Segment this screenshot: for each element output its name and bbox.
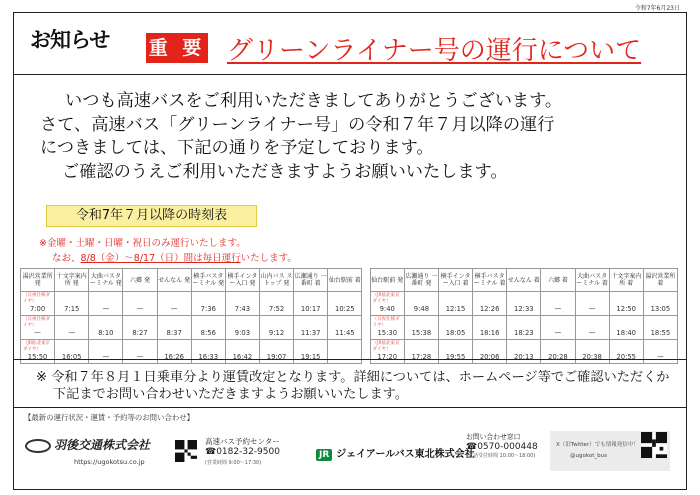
timetable-header-cell: せんなん 発	[157, 269, 191, 292]
diagram-label: （日祝仕様ダイヤ）	[23, 317, 50, 328]
timetable-row	[21, 292, 678, 316]
time-cell	[157, 292, 191, 316]
diagram-label: （日祝仕様ダイヤ）	[23, 293, 50, 304]
time-value: 20:28	[548, 353, 568, 361]
timetable-header-cell: 十文字案内所 着	[609, 269, 643, 292]
timetable-header-cell: 大曲バスタ ーミナル 発	[89, 269, 123, 292]
jr-bus-logo	[316, 445, 475, 461]
timetable-row	[21, 316, 678, 340]
time-cell	[21, 292, 55, 316]
time-cell	[21, 316, 55, 340]
time-cell	[191, 292, 225, 316]
intro-line: いつも高速バスをご利用いただきましてありがとうございます。	[65, 91, 563, 111]
time-cell	[643, 292, 677, 316]
time-value: 10:25	[335, 305, 355, 313]
timetable-header-cell: 横手インタ ー入口 着	[438, 269, 472, 292]
timetable-gap	[362, 292, 370, 316]
intro-line: ご確認のうえご利用いただきますようお願いいたします。	[62, 161, 508, 182]
timetable-header-cell: 六郷 発	[123, 269, 157, 292]
time-cell	[370, 292, 404, 316]
fare-notice	[36, 369, 669, 403]
time-cell	[643, 316, 677, 340]
time-cell	[89, 316, 123, 340]
time-value: 11:45	[335, 329, 355, 337]
jr-logo-icon: JR	[316, 449, 332, 461]
time-value: —	[136, 353, 144, 361]
time-value: 9:40	[379, 305, 395, 313]
company-name: 羽後交通株式会社	[54, 438, 151, 452]
time-value: —	[102, 353, 110, 361]
time-value: 12:15	[445, 305, 466, 313]
time-cell	[404, 316, 438, 340]
time-value: 10:17	[300, 305, 321, 313]
note-prefix: なお、	[52, 253, 81, 264]
fare-line: ※ 令和７年８月１日乗車分より運賃改定となります。詳細については、ホームページ等でご確認いただくか	[36, 370, 670, 385]
time-cell	[123, 292, 157, 316]
diagram-label: （日祝仕様ダイヤ）	[372, 317, 400, 328]
time-value: 7:52	[268, 305, 285, 313]
time-value: 20:06	[479, 353, 500, 361]
time-cell	[191, 316, 225, 340]
timetable-header-cell: 横手バスタ ーミナル 着	[473, 269, 507, 292]
time-value: 15:30	[377, 329, 398, 337]
time-cell	[89, 292, 123, 316]
company-name: ジェイアールバス東北株式会社	[336, 449, 475, 460]
time-value: 9:48	[413, 305, 430, 313]
time-cell	[575, 316, 609, 340]
timetable-header-cell: 仙台駅前 発	[370, 269, 404, 292]
timetable-header-cell: 横手インタ ー入口 発	[225, 269, 259, 292]
time-value: 8:37	[166, 329, 182, 337]
time-value: —	[588, 305, 596, 313]
time-value: —	[34, 329, 41, 337]
time-value: 18:05	[445, 329, 466, 337]
issue-date: 令和7年6月23日	[634, 5, 680, 12]
time-cell	[328, 316, 362, 340]
time-value: 8:27	[132, 329, 148, 337]
timetable-gap	[362, 316, 370, 340]
intro-line: さて、高速バス「グリーンライナー号」の令和７年７月以降の運行	[40, 114, 555, 135]
time-cell	[609, 316, 643, 340]
timetable	[20, 268, 678, 364]
time-value: 11:37	[300, 329, 321, 337]
time-value: 7:43	[234, 305, 251, 313]
ugo-kotsu-logo	[25, 436, 150, 453]
diagram-label: （JR仙北東京ダイヤ）	[23, 341, 50, 352]
time-value: 20:13	[514, 353, 534, 361]
time-value: 13:05	[650, 305, 671, 313]
contact-heading: 【最新の運行状況・運賃・予約等のお問い合わせ】	[24, 413, 194, 422]
time-value: —	[554, 329, 562, 337]
time-cell	[438, 292, 472, 316]
operation-note: ※金曜・土曜・日曜・祝日のみ運行いたします。	[39, 238, 246, 249]
time-cell	[225, 292, 259, 316]
time-value: 18:23	[514, 329, 534, 337]
time-value: 15:38	[411, 329, 432, 337]
operation-notes	[39, 236, 297, 266]
fare-line: 下記までお問い合わせいただきますようお願いいたします。	[53, 387, 409, 402]
intro-text	[40, 90, 562, 184]
time-cell	[123, 316, 157, 340]
time-value: —	[102, 305, 110, 313]
time-cell	[541, 292, 575, 316]
time-value: —	[68, 329, 76, 337]
time-value: 8:10	[98, 329, 114, 337]
time-value: 8:56	[200, 329, 216, 337]
timetable-header-cell: せんなん 着	[507, 269, 541, 292]
note-suffix: いたします。	[240, 253, 297, 264]
time-value: 12:26	[479, 305, 500, 313]
time-value: 20:55	[616, 353, 637, 361]
time-value: 17:28	[411, 353, 432, 361]
time-value: —	[554, 305, 562, 313]
time-cell	[328, 292, 362, 316]
time-cell	[507, 316, 541, 340]
time-value: 16:33	[198, 353, 219, 361]
time-value: 16:26	[164, 353, 184, 361]
qr-code-icon	[641, 432, 667, 458]
divider	[13, 359, 687, 360]
time-value: 18:16	[479, 329, 500, 337]
time-cell	[370, 316, 404, 340]
company-logo-mark-icon	[25, 439, 51, 453]
time-value: 16:05	[61, 353, 82, 361]
time-value: 17:20	[377, 353, 398, 361]
reservation-center	[205, 436, 280, 469]
time-value: —	[588, 329, 596, 337]
phone-number[interactable]: ☎0570-000448	[466, 441, 538, 452]
timetable-header-cell: 六郷 着	[541, 269, 575, 292]
time-cell	[225, 316, 259, 340]
time-cell	[404, 292, 438, 316]
time-value: —	[136, 305, 144, 313]
time-cell	[157, 316, 191, 340]
center-name: お問い合わせ窓口	[466, 433, 521, 441]
timetable-header-cell: 山内バス ストップ 発	[259, 269, 293, 292]
timetable-heading: 令和7年７月以降の時刻表	[46, 205, 257, 227]
time-cell	[473, 316, 507, 340]
time-cell	[609, 292, 643, 316]
timetable-header-cell: 大曲バスタ ーミナル 着	[575, 269, 609, 292]
operation-note	[39, 251, 297, 266]
timetable-header-cell: 広瀬通り 一番町 着	[294, 269, 328, 292]
sns-handle[interactable]: @ugokot_bus	[570, 453, 607, 459]
time-cell	[55, 316, 89, 340]
time-value: —	[170, 305, 178, 313]
time-value: 19:55	[445, 353, 466, 361]
time-cell	[294, 292, 328, 316]
page-title: グリーンライナー号の運行について	[227, 36, 642, 66]
time-value: 12:33	[514, 305, 534, 313]
phone-number[interactable]: ☎0182-32-9500	[205, 447, 280, 457]
time-value: 7:36	[200, 305, 216, 313]
time-cell	[438, 316, 472, 340]
divider	[13, 407, 687, 408]
timetable-header-cell: 広瀬通り 一番町 発	[404, 269, 438, 292]
time-cell	[507, 292, 541, 316]
time-value: 7:15	[64, 305, 80, 313]
center-name: 高速バス予約センター	[205, 437, 280, 446]
time-value: 18:55	[650, 329, 671, 337]
business-hours: (営業時間 9:00〜17:30)	[205, 460, 262, 466]
timetable-header-cell: 湯沢営業所 着	[643, 269, 677, 292]
timetable-header-cell: 横手バスタ ーミナル 発	[191, 269, 225, 292]
business-hours: (電話受付時間 10:00〜18:00)	[466, 453, 536, 459]
timetable-header-cell: 十文字案内所 発	[55, 269, 89, 292]
company-url[interactable]: https://ugokotsu.co.jp	[74, 458, 145, 466]
time-cell	[473, 292, 507, 316]
notice-label: お知らせ	[30, 28, 110, 52]
sns-caption: X（旧Twitter）でも情報発信中！	[556, 442, 639, 448]
intro-line: につきましては、下記の通りを予定しております。	[40, 138, 434, 158]
time-value: —	[657, 353, 664, 361]
qr-code-icon	[175, 440, 197, 462]
time-cell	[55, 292, 89, 316]
timetable-header-cell: 仙台駅前 着	[328, 269, 362, 292]
diagram-label: （JR仙北東京ダイヤ）	[372, 341, 400, 352]
time-cell	[259, 316, 293, 340]
time-cell	[541, 316, 575, 340]
time-value: 19:15	[300, 353, 321, 361]
time-cell	[294, 316, 328, 340]
time-value: 9:12	[268, 329, 285, 337]
timetable-gap	[362, 269, 370, 292]
diagram-label: （JR仙北東京ダイヤ）	[372, 293, 400, 304]
time-value: 18:40	[616, 329, 637, 337]
time-value: 19:07	[266, 353, 287, 361]
time-value: 20:38	[582, 353, 602, 361]
timetable-header-cell: 湯沢営業所 発	[21, 269, 55, 292]
divider	[13, 74, 687, 75]
inquiry-center	[466, 433, 538, 462]
time-value: 12:50	[616, 305, 637, 313]
time-value: 7:00	[29, 305, 46, 313]
time-cell	[575, 292, 609, 316]
timetable-header-row	[21, 269, 678, 292]
note-highlight: 8/8（金）〜8/17（日）間は毎日運行	[80, 253, 241, 264]
time-cell	[259, 292, 293, 316]
time-value: 15:50	[27, 353, 48, 361]
time-value: 9:03	[234, 329, 251, 337]
important-badge: 重 要	[146, 33, 208, 63]
time-value: 16:42	[232, 353, 253, 361]
